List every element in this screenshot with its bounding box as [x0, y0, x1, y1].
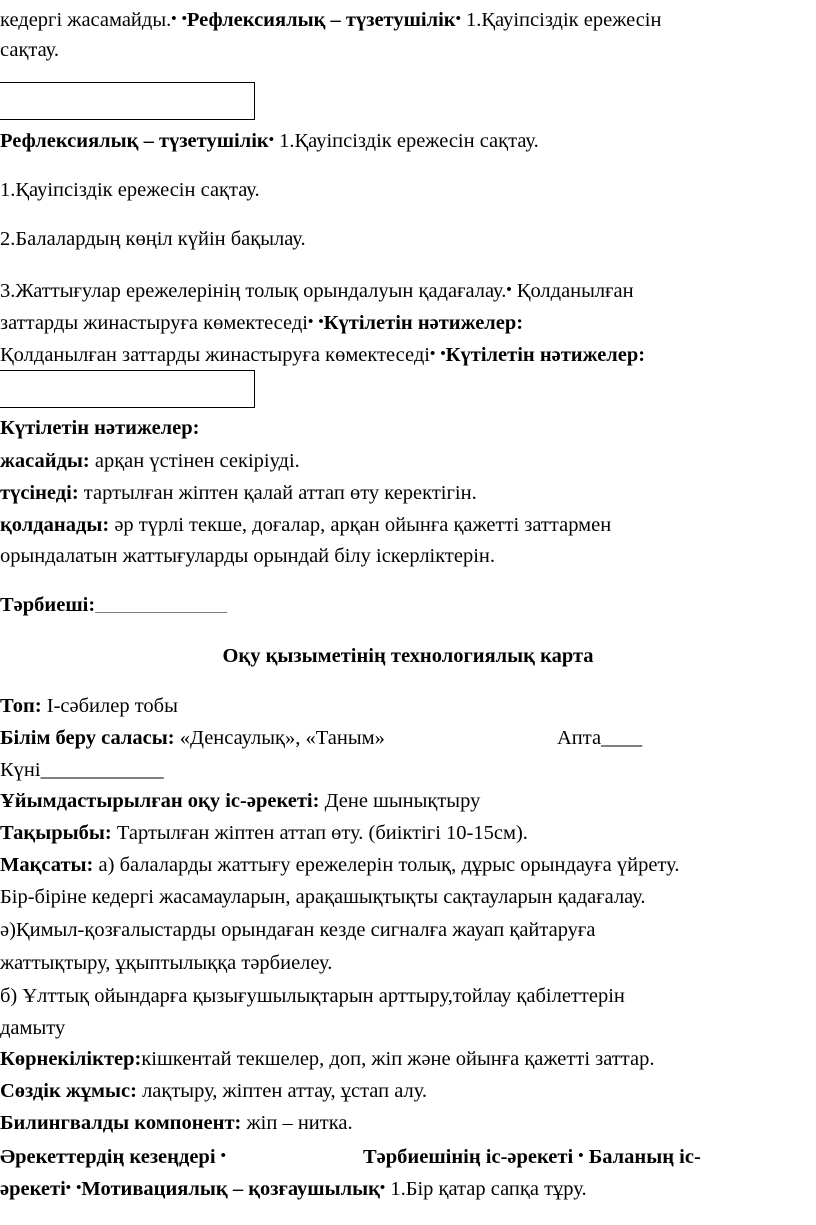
text-fragment: кішкентай текшелер, доп, жіп және ойынға қажетті заттар.	[141, 1048, 655, 1070]
stages-line	[0, 1143, 226, 1170]
bold-label: Сөздік жұмыс:	[0, 1080, 137, 1102]
empty-box	[0, 82, 255, 120]
text-fragment: әр түрлі текше, доғалар, арқан ойынға қажетті заттармен	[109, 514, 612, 536]
goal-line-4: жаттықтыру, ұқыптылыққа тәрбиелеу.	[0, 952, 333, 974]
bold-label: Билингвалды компонент:	[0, 1112, 242, 1134]
text-fragment: І-сәбилер тобы	[41, 695, 178, 717]
text-fragment: арқан үстінен секіріуді.	[89, 450, 300, 472]
day-field: Күні____________	[0, 759, 164, 781]
bold-label: әрекеті	[0, 1178, 66, 1200]
empty-box	[0, 370, 255, 408]
bold-heading: Рефлексиялық – түзетушілік	[0, 130, 269, 152]
bold-label: Әрекеттердің кезеңдері	[0, 1146, 216, 1168]
text-line-4: 1.Қауіпсіздік ережесін сақтау.	[0, 179, 260, 201]
bold-label: Баланың іс-	[583, 1146, 701, 1168]
text-fragment: Қолданылған заттарды жинастыруға көмектеседі	[0, 344, 430, 366]
text-fragment: кедергі жасамайды.	[0, 9, 172, 31]
group-line	[0, 693, 178, 719]
bold-heading: Рефлексиялық – түзетушілік	[186, 9, 456, 31]
expected-results-heading: Күтілетін нәтижелер:	[0, 417, 200, 439]
text-line-12	[0, 512, 611, 538]
bullet-icon: •	[578, 1148, 584, 1164]
goal-line-3: ә)Қимыл-қозғалыстарды орындаған кезде сигналға жауап қайтаруға	[0, 919, 596, 941]
bold-heading: Күтілетін нәтижелер:	[323, 312, 524, 334]
goal-line-1	[0, 852, 679, 878]
text-fragment: 1.Қауіпсіздік ережесін	[460, 9, 662, 31]
bullet-icon: •	[171, 11, 177, 27]
text-fragment: «Денсаулық», «Таным»	[174, 727, 385, 749]
bullet-icon: •	[506, 282, 512, 298]
text-fragment: тартылған жіптен қалай аттап өту керектігін.	[78, 482, 477, 504]
goal-line-2: Бір-біріне кедергі жасамауларын, арақашықтықты сақтауларын қадағалау.	[0, 886, 646, 908]
bold-label: түсінеді:	[0, 482, 79, 504]
text-fragment: 1.Қауіпсіздік ережесін сақтау.	[273, 130, 539, 152]
bold-label: Топ:	[0, 695, 42, 717]
text-fragment: заттарды жинастыруға көмектеседі	[0, 312, 308, 334]
week-field: Апта____	[557, 727, 643, 749]
text-line-10	[0, 448, 300, 474]
bold-label: Мақсаты:	[0, 854, 94, 876]
text-fragment: 1.Бір қатар сапқа тұру.	[385, 1178, 587, 1200]
text-fragment: а) балаларды жаттығу ережелерін толық, дұрыс орындауға үйрету.	[93, 854, 680, 876]
bullet-icon: •	[65, 1180, 72, 1196]
bullet-icon: •	[318, 314, 324, 330]
text-fragment: Қолданылған	[511, 280, 634, 302]
bold-label: Тәрбиешінің іс-әрекеті	[363, 1146, 574, 1168]
bullet-icon: •	[76, 1180, 82, 1196]
text-line-1	[0, 6, 661, 33]
bullet-icon: •	[379, 1180, 386, 1196]
goal-line-6: дамыту	[0, 1017, 66, 1039]
bold-label: Ұйымдастырылған оқу іс-әрекеті:	[0, 790, 320, 812]
text-line-6	[0, 277, 634, 304]
bullet-icon: •	[220, 1148, 226, 1164]
goal-line-5: б) Ұлттық ойындарға қызығушылықтарын арттыру,тойлау қабілеттерін	[0, 985, 625, 1007]
page-title: Оқу қызыметінің технологиялық карта	[222, 645, 594, 667]
text-fragment: лақтыру, жіптен аттау, ұстап алу.	[136, 1080, 428, 1102]
bold-label: Тәрбиеші:	[0, 594, 96, 616]
bold-label: Мотивациялық – қозғаушылық	[81, 1178, 380, 1200]
text-line-3	[0, 127, 539, 154]
teacher-activity-heading	[363, 1143, 701, 1170]
bold-label: Тақырыбы:	[0, 822, 112, 844]
bullet-icon: •	[440, 346, 446, 362]
teacher-line	[0, 592, 227, 621]
bold-heading: Күтілетін нәтижелер:	[445, 344, 646, 366]
bold-label: Білім беру саласы:	[0, 727, 175, 749]
text-fragment: жіп – нитка.	[241, 1112, 353, 1134]
bilingual-line	[0, 1110, 353, 1136]
bullet-icon: •	[429, 346, 436, 362]
education-area-line	[0, 725, 385, 751]
activity-line	[0, 788, 480, 814]
text-line-5: 2.Балалардың көңіл күйін бақылау.	[0, 228, 306, 250]
bullet-icon: •	[268, 132, 274, 148]
final-line	[0, 1175, 587, 1202]
topic-line	[0, 820, 528, 846]
vocabulary-line	[0, 1078, 427, 1104]
text-line-2: сақтау.	[0, 39, 59, 61]
text-line-13: орындалатын жаттығуларды орындай білу іскерліктерін.	[0, 545, 496, 567]
bold-label: жасайды:	[0, 450, 90, 472]
bullet-icon: •	[181, 11, 187, 27]
bullet-icon: •	[455, 11, 461, 27]
text-fragment: Дене шынықтыру	[319, 790, 481, 812]
text-fragment: 3.Жаттығулар ережелерінің толық орындалуын қадағалау.	[0, 280, 507, 302]
text-fragment: Тартылған жіптен аттап өту. (биіктігі 10-15см).	[111, 822, 528, 844]
signature-blank: ________________________	[95, 602, 228, 614]
text-line-11	[0, 480, 477, 506]
bullet-icon: •	[307, 314, 314, 330]
visual-aids-line	[0, 1046, 654, 1072]
text-line-7	[0, 309, 523, 336]
bold-label: Көрнекіліктер:	[0, 1048, 142, 1070]
text-line-8	[0, 341, 645, 368]
bold-label: қолданады:	[0, 514, 110, 536]
